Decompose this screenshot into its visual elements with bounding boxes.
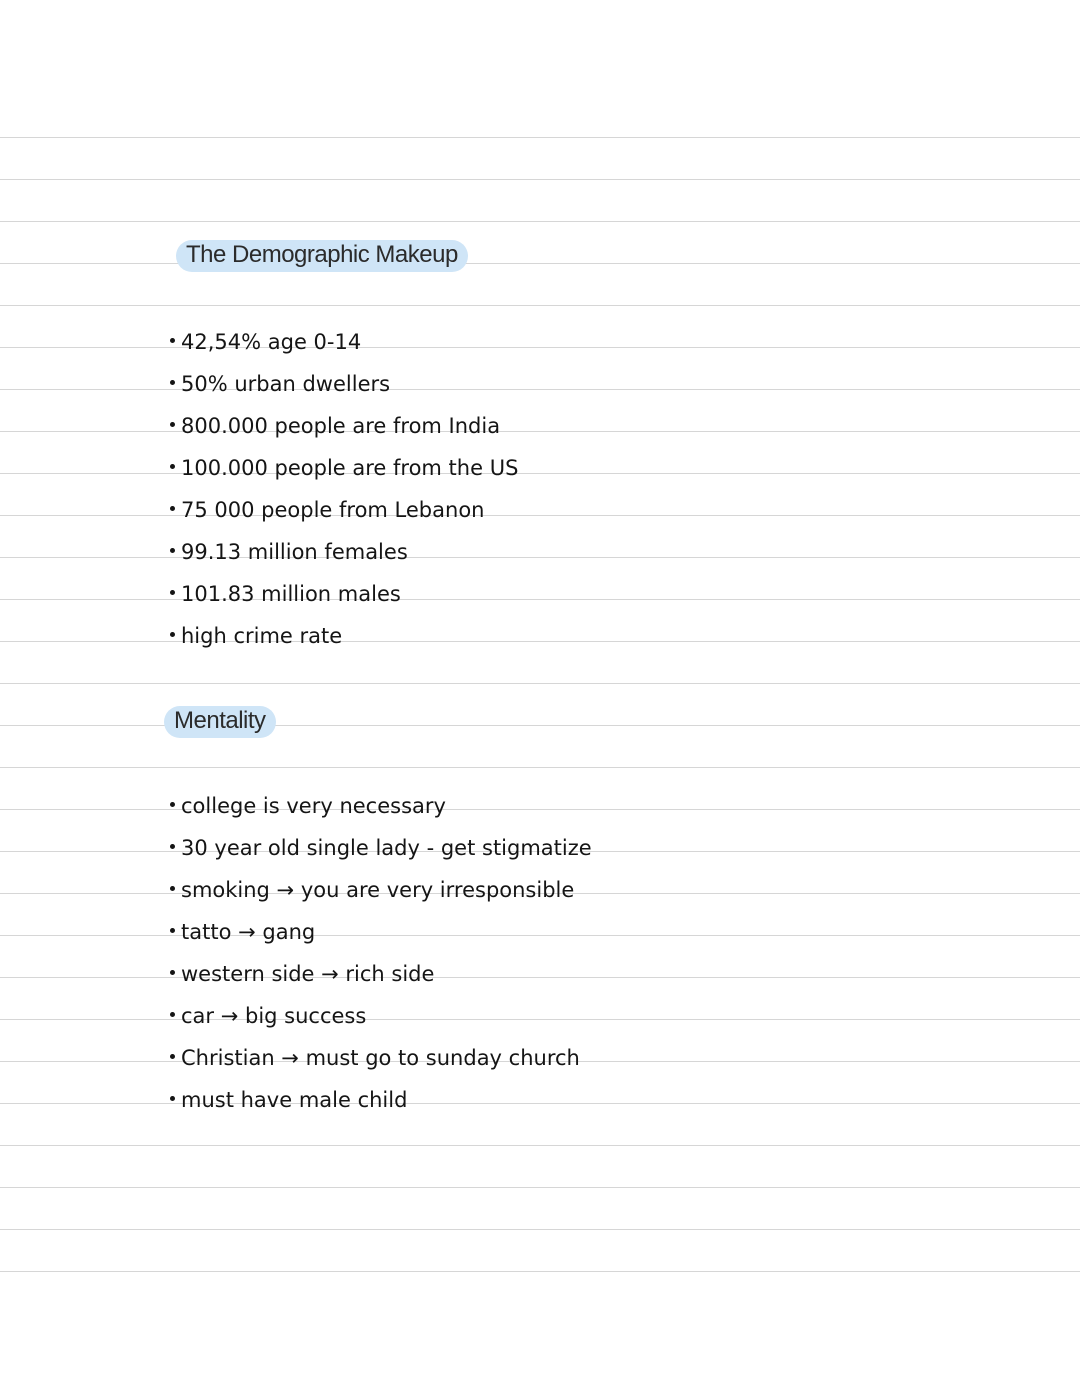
list-item bbox=[170, 1046, 580, 1070]
ruled-line bbox=[0, 305, 1080, 306]
list-item-text: tatto → gang bbox=[181, 920, 316, 944]
bullet-dot bbox=[170, 886, 175, 891]
list-item bbox=[170, 1004, 366, 1028]
list-item bbox=[170, 372, 390, 396]
bullet-dot bbox=[170, 422, 175, 427]
bullet-dot bbox=[170, 928, 175, 933]
ruled-line bbox=[0, 1019, 1080, 1020]
list-item-text: 100.000 people are from the US bbox=[181, 456, 519, 480]
ruled-line bbox=[0, 935, 1080, 936]
ruled-line bbox=[0, 137, 1080, 138]
bullet-dot bbox=[170, 632, 175, 637]
list-item bbox=[170, 456, 518, 480]
list-item bbox=[170, 878, 574, 902]
list-item bbox=[170, 540, 408, 564]
bullet-dot bbox=[170, 338, 175, 343]
list-item-text: Christian → must go to sunday church bbox=[181, 1046, 580, 1070]
ruled-line bbox=[0, 557, 1080, 558]
ruled-line bbox=[0, 1187, 1080, 1188]
ruled-line bbox=[0, 767, 1080, 768]
list-item-text: 50% urban dwellers bbox=[181, 372, 391, 396]
list-item-text: 42,54% age 0-14 bbox=[181, 330, 362, 354]
list-item-text: western side → rich side bbox=[181, 962, 435, 986]
ruled-line bbox=[0, 515, 1080, 516]
mentality-heading: Mentality bbox=[164, 706, 276, 738]
list-item bbox=[170, 498, 484, 522]
list-item-text: must have male child bbox=[181, 1088, 408, 1112]
list-item-text: high crime rate bbox=[181, 624, 343, 648]
bullet-dot bbox=[170, 380, 175, 385]
ruled-line bbox=[0, 473, 1080, 474]
ruled-line bbox=[0, 263, 1080, 264]
ruled-line bbox=[0, 1103, 1080, 1104]
list-item-text: 101.83 million males bbox=[181, 582, 401, 606]
bullet-dot bbox=[170, 970, 175, 975]
bullet-dot bbox=[170, 548, 175, 553]
list-item bbox=[170, 330, 361, 354]
bullet-dot bbox=[170, 1054, 175, 1059]
bullet-dot bbox=[170, 1012, 175, 1017]
list-item-text: 30 year old single lady - get stigmatize bbox=[181, 836, 592, 860]
list-item bbox=[170, 624, 342, 648]
ruled-line bbox=[0, 809, 1080, 810]
ruled-line bbox=[0, 683, 1080, 684]
bullet-dot bbox=[170, 464, 175, 469]
list-item bbox=[170, 582, 401, 606]
list-item bbox=[170, 794, 446, 818]
list-item-text: 99.13 million females bbox=[181, 540, 408, 564]
ruled-line bbox=[0, 389, 1080, 390]
list-item bbox=[170, 920, 315, 944]
ruled-line bbox=[0, 221, 1080, 222]
ruled-line bbox=[0, 347, 1080, 348]
list-item-text: college is very necessary bbox=[181, 794, 446, 818]
list-item-text: 75 000 people from Lebanon bbox=[181, 498, 485, 522]
bullet-dot bbox=[170, 802, 175, 807]
list-item bbox=[170, 962, 434, 986]
demographics-heading: The Demographic Makeup bbox=[176, 240, 468, 272]
ruled-line bbox=[0, 1271, 1080, 1272]
ruled-line bbox=[0, 599, 1080, 600]
ruled-line bbox=[0, 179, 1080, 180]
ruled-line bbox=[0, 641, 1080, 642]
list-item bbox=[170, 414, 500, 438]
bullet-dot bbox=[170, 1096, 175, 1101]
list-item-text: car → big success bbox=[181, 1004, 367, 1028]
list-item-text: smoking → you are very irresponsible bbox=[181, 878, 575, 902]
list-item bbox=[170, 836, 592, 860]
bullet-dot bbox=[170, 590, 175, 595]
list-item-text: 800.000 people are from India bbox=[181, 414, 501, 438]
list-item bbox=[170, 1088, 407, 1112]
ruled-line bbox=[0, 977, 1080, 978]
ruled-line bbox=[0, 431, 1080, 432]
ruled-line bbox=[0, 725, 1080, 726]
bullet-dot bbox=[170, 844, 175, 849]
ruled-line bbox=[0, 1145, 1080, 1146]
ruled-line bbox=[0, 1229, 1080, 1230]
bullet-dot bbox=[170, 506, 175, 511]
